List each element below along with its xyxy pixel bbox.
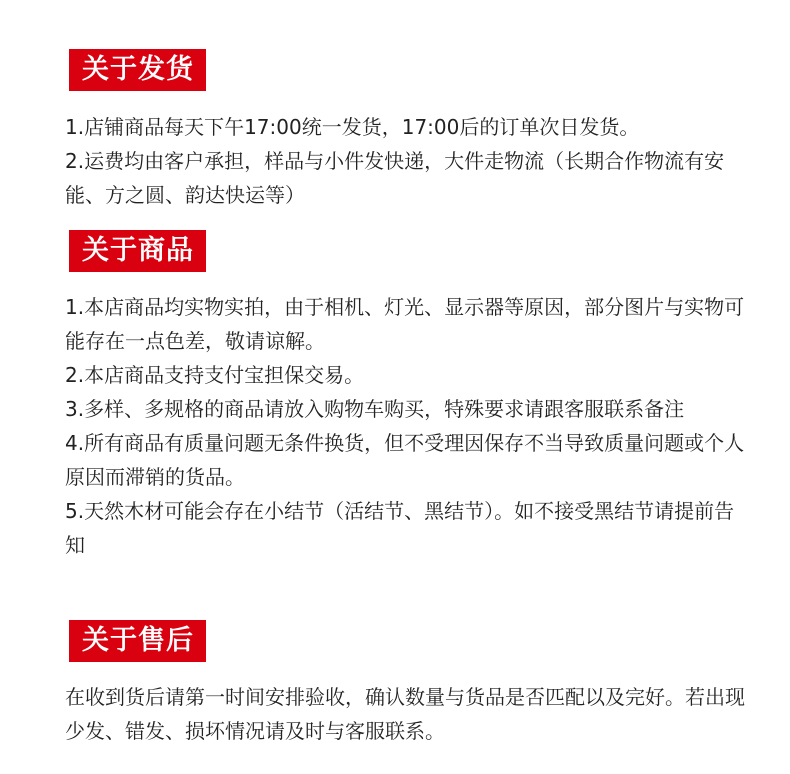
products-item-5: 5.天然木材可能会存在小结节（活结节、黑结节）。如不接受黑结节请提前告知 (65, 499, 735, 557)
shipping-heading: 关于发货 (69, 49, 206, 91)
products-item-4: 4.所有商品有质量问题无条件换货，但不受理因保存不当导致质量问题或个人原因而滞销的货品。 (65, 431, 745, 489)
after-sales-item-1: 在收到货后请第一时间安排验收，确认数量与货品是否匹配以及完好。若出现少发、错发、损坏情况请及时与客服联系。 (65, 685, 745, 743)
products-list (65, 290, 745, 562)
shipping-item-2: 2.运费均由客户承担，样品与小件发快递，大件走物流（长期合作物流有安能、方之圆、韵达快运等） (65, 149, 725, 207)
products-item-3: 3.多样、多规格的商品请放入购物车购买，特殊要求请跟客服联系备注 (65, 397, 685, 421)
shipping-list (65, 110, 745, 212)
products-heading: 关于商品 (69, 230, 206, 272)
after-sales-list (65, 680, 745, 748)
shipping-item-1: 1.店铺商品每天下午17:00统一发货，17:00后的订单次日发货。 (65, 115, 640, 139)
after-sales-heading: 关于售后 (69, 620, 206, 662)
products-item-2: 2.本店商品支持支付宝担保交易。 (65, 363, 365, 387)
products-item-1: 1.本店商品均实物实拍，由于相机、灯光、显示器等原因，部分图片与实物可能存在一点色差，敬请谅解。 (65, 295, 745, 353)
